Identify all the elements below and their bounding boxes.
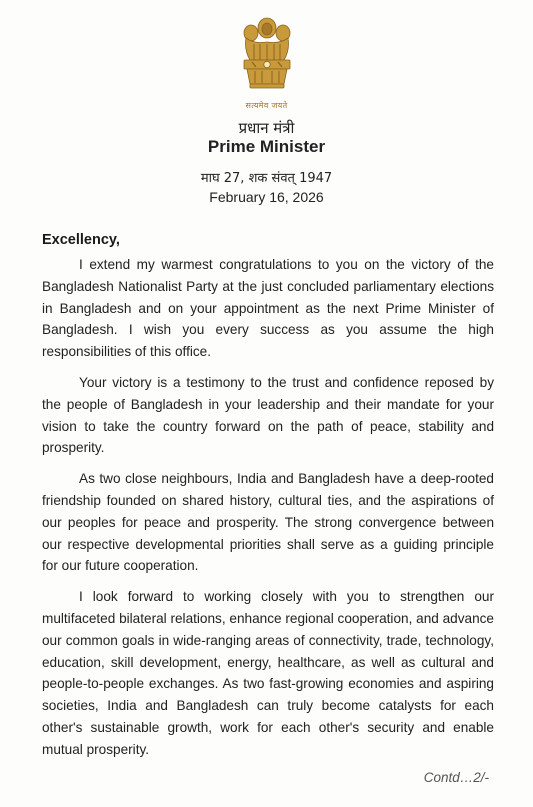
continuation-note: Contd…2/- — [423, 770, 489, 785]
national-emblem-icon — [236, 14, 298, 98]
office-title-english: Prime Minister — [207, 137, 326, 156]
salutation: Excellency, — [42, 232, 120, 248]
paragraph: I look forward to working closely with you to strengthen our multifaceted bilateral relations, enhance regional cooperation, and advance our common goals in wide-ranging areas of connectivity, trade, technology, education, skill development, energy, healthcare, as well as cultural and people-to-people exchanges. As two fast-growing economies and aspiring societies, India and Bangladesh can truly become catalysts for each other's sustainable growth, work for each other's security and enable mutual prosperity. — [42, 589, 494, 757]
office-title-hindi: प्रधान मंत्री — [238, 119, 295, 137]
emblem-motto: सत्यमेव जयते — [245, 101, 288, 110]
date-hindi: माघ 27, शक संवत् 1947 — [200, 171, 333, 186]
paragraph: I extend my warmest congratulations to you on the victory of the Bangladesh Nationalist Party at the just concluded parliamentary elections in Bangladesh and on your appointment as the next Prime Minister of Bangladesh. I wish you every success as you assume the high responsibilities of this office. — [42, 257, 494, 360]
paragraph: As two close neighbours, India and Bangladesh have a deep-rooted friendship founded on shared history, cultural ties, and the aspirations of our peoples for peace and prosperity. The strong convergence between our respective developmental priorities shall serve as a guiding principle for our future cooperation. — [42, 471, 494, 574]
date-english: February 16, 2026 — [209, 189, 324, 205]
letter-body — [42, 254, 494, 770]
letterhead-emblem — [0, 14, 533, 111]
paragraph: Your victory is a testimony to the trust and confidence reposed by the people of Bangladesh in your leadership and their mandate for your vision to take the country forward on the path of peace, stability and prosperity. — [42, 374, 494, 456]
